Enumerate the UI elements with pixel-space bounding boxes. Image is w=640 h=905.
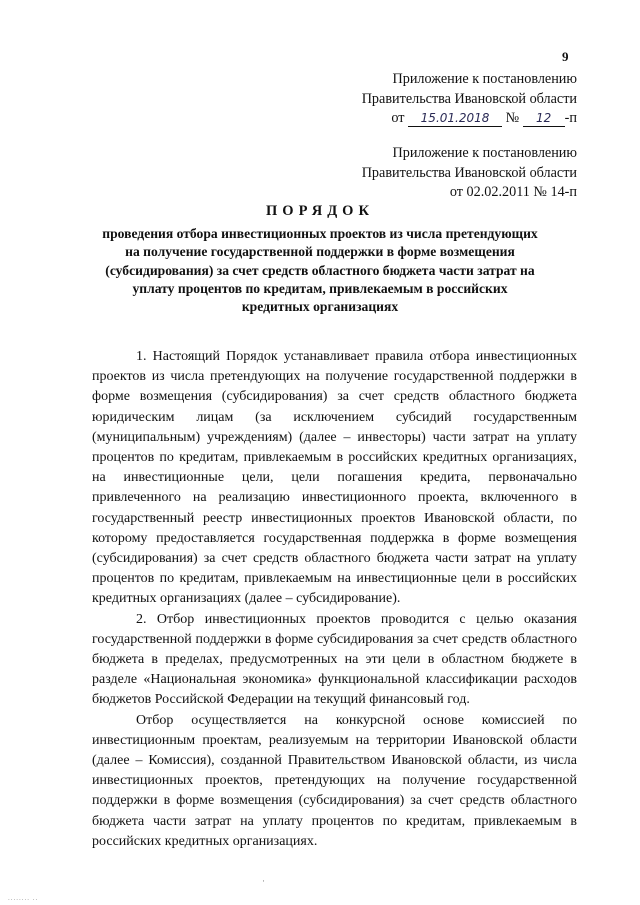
handwritten-number: 12 [523, 111, 565, 127]
scan-mark: ........ .. [8, 894, 39, 902]
from-label: от [391, 110, 405, 126]
appendix-current-line1: Приложение к постановлению [392, 71, 577, 87]
appendix-current-line3 [362, 109, 577, 129]
appendix-original-line2: Правительства Ивановской области [361, 164, 577, 181]
document-title: ПОРЯДОК [266, 203, 374, 219]
appendix-original-block [362, 144, 577, 203]
appendix-original-line3: от 02.02.2011 № 14-п [449, 184, 577, 200]
appendix-current-block [362, 70, 577, 129]
page-number: 9 [562, 49, 569, 64]
appendix-current-line2: Правительства Ивановской области [361, 90, 577, 107]
footer-mark: · [262, 876, 265, 886]
paragraph-3: Отбор осуществляется на конкурсной основе комиссией по инвестиционным проектам, реализуемым на территории Ивановской области (далее – Комиссия), созданной Правительством Ивановской области, из числа инвестиционных проектов, претендующих на получение государственной поддержки в форме возмещения (субсидирования) за счет средств областного бюджета части затрат на уплату процентов по кредитам, привлекаемым в российских кредитных организациях. [92, 712, 577, 849]
paragraph-1: 1. Настоящий Порядок устанавливает правила отбора инвестиционных проектов из числа претендующих на получение государственной поддержки в форме возмещения (субсидирования) за счет средств областного бюджета юридическим лицам (за исключением субсидий государственным (муниципальным) учреждениям) (далее – инвесторы) части затрат на уплату процентов по кредитам, привлекаемым в российских кредитных организациях, на инвестиционные цели, цели погашения кредита, первоначально привлеченного на реализацию инвестиционного проекта, включенного в государственный реестр инвестиционных проектов Ивановской области, по которому предоставляется государственная поддержка в форме возмещения (субсидирования) за счет средств областного бюджета части затрат на уплату процентов по кредитам, привлекаемым на инвестиционные цели в российских кредитных организациях (далее – субсидирование). [92, 349, 577, 607]
document-body [92, 347, 577, 852]
number-label: № [505, 110, 520, 126]
number-suffix: -п [564, 110, 577, 126]
document-subtitle: проведения отбора инвестиционных проектов из числа претендующих на получение государственной поддержки в форме возмещения (субсидирования) за счет средств областного бюджета части затрат на уплату процентов по кредитам, привлекаемым в российских кредитных организациях [102, 226, 538, 315]
handwritten-date: 15.01.2018 [408, 111, 502, 127]
appendix-original-line1: Приложение к постановлению [392, 145, 577, 161]
paragraph-2: 2. Отбор инвестиционных проектов проводится с целью оказания государственной поддержки в форме субсидирования за счет средств областного бюджета в пределах, предусмотренных на эти цели в областном бюджете в разделе «Национальная экономика» функциональной классификации расходов бюджетов Российской Федерации на текущий финансовый год. [92, 611, 577, 708]
